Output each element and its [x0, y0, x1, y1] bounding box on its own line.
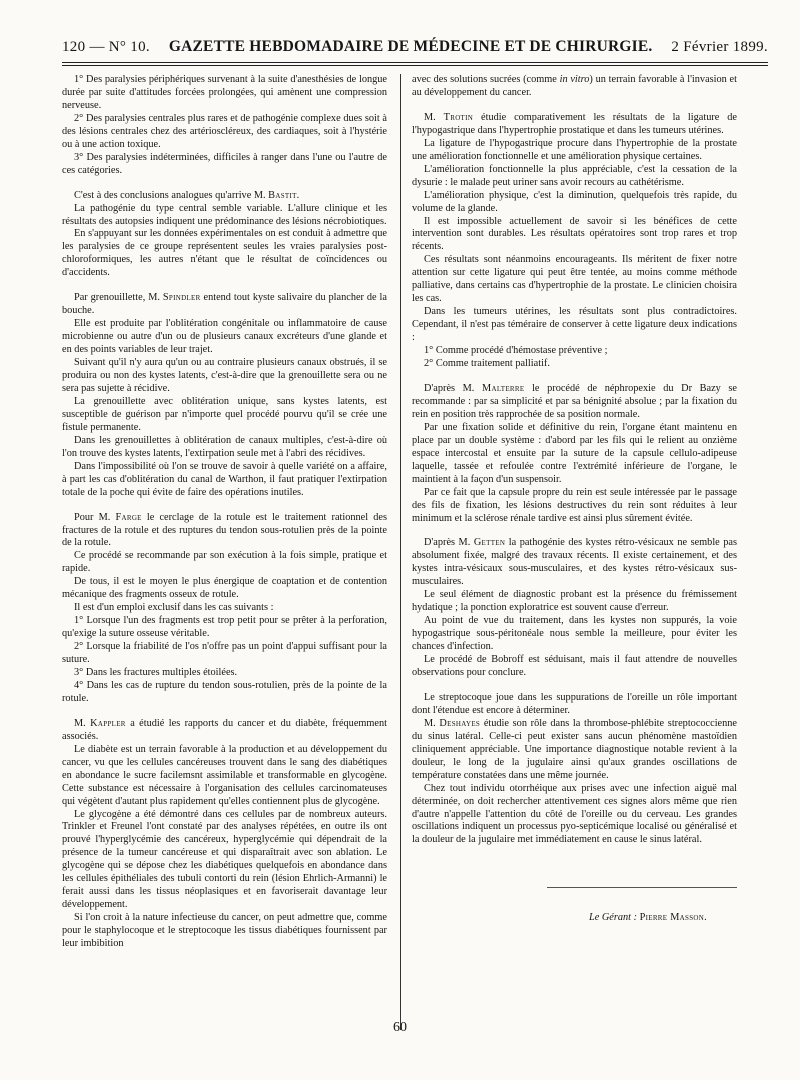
section-gap [412, 100, 737, 112]
paragraph [62, 292, 387, 318]
paragraph-text: a étudié les rapports du cancer et du diabète, fréquemment associés. [62, 717, 387, 742]
paragraph: En s'appuyant sur les données expérimentales on est conduit à admettre que les paralysies de ce groupe représentent seules les vraies paralysies post-chloroformiques, les autres n'étant que le résultat de coïncidences ou d'accidents. [62, 228, 387, 279]
paragraph: 2° Comme traitement palliatif. [424, 358, 550, 370]
paragraph-text: Pour M. [74, 511, 116, 523]
paragraph [412, 112, 737, 138]
paragraph: Chez tout individu otorrhéique aux prises avec une infection aiguë mal déterminée, on doit rechercher attentivement ces signes alors même que rien d'autre n'appelle l'attention du côté de l'oreille ou du cerveau. Les grandes oscillations indiquent un processus pyo-septicémique localisé ou généralisé et la douleur de la jugulaire met immédiatement en cause le sinus latéral. [412, 782, 737, 846]
paragraph: Il est impossible actuellement de savoir si les bénéfices de cette intervention sont durables. Les résultats opératoires sont trop rares et trop récents. [412, 215, 737, 253]
paragraph-text: C'est à des conclusions analogues qu'arrive M. [74, 189, 269, 201]
paragraph: Par ce fait que la capsule propre du rein est seule intéressée par le passage des fils de fixation, les lésions destructives du rein sont réduites à leur minimum et la sclérose rénale tardive est ainsi plus sûrement évitée. [412, 486, 737, 524]
right-column [412, 74, 737, 925]
author-name: Malterre [482, 382, 525, 394]
paragraph: Dans les tumeurs utérines, les résultats sont plus contradictoires. Cependant, il n'est pas téméraire de conserver à cette ligature deux indications : [412, 306, 737, 344]
paragraph: 4° Dans les cas de rupture du tendon sous-rotulien, près de la pointe de la rotule. [62, 679, 387, 704]
paragraph-text: M. [74, 717, 91, 729]
paragraph: 3° Des paralysies indéterminées, difficiles à ranger dans l'une ou l'autre de ces catégories. [62, 151, 387, 176]
paragraph: 2° Des paralysies centrales plus rares et de pathogénie complexe dues soit à des lésions centrales chez des artérioscléreux, des cardiaques, soit à l'hystérie ou à une action toxique. [62, 112, 387, 150]
paragraph-text: le cerclage de la rotule est le traitement rationnel des fractures de la rotule et des ruptures du tendon sous-rotulien près de la pointe de la rotule. [62, 511, 387, 549]
paragraph: Le streptocoque joue dans les suppurations de l'oreille un rôle important dont l'étendue est encore à déterminer. [412, 691, 737, 716]
left-column [62, 74, 387, 951]
paragraph-text: avec des solutions sucrées (comme [412, 74, 560, 85]
paragraph: La grenouillette avec oblitération unique, sans kystes latents, est susceptible de guérison par n'importe quel procédé pourvu qu'il se crée une fistule permanente. [62, 395, 387, 433]
signature-label: Le Gérant : [588, 912, 640, 924]
section-gap [412, 680, 737, 692]
paragraph: Le procédé de Bobroff est séduisant, mais il faut attendre de nouvelles observations pour conclure. [412, 654, 737, 678]
journal-title: GAZETTE HEBDOMADAIRE DE MÉDECINE ET DE CHIRURGIE. [168, 38, 653, 55]
paragraph [412, 718, 737, 783]
paragraph: Le seul élément de diagnostic probant est la présence du frémissement hydatique ; la ponction exploratrice est souvent cause d'erreur. [412, 589, 737, 614]
page-number: 60 [393, 1020, 407, 1035]
paragraph: 1° Lorsque l'un des fragments est trop petit pour se prêter à la perforation, qu'exige la suture osseuse véritable. [62, 615, 387, 640]
italic-text: in vitro [559, 74, 590, 85]
paragraph: Elle est produite par l'oblitération congénitale ou inflammatoire de cause microbienne ou autre d'un ou de plusieurs canaux excréteurs d'une glande et en des points variables de leur trajet. [62, 318, 387, 356]
running-header [62, 38, 768, 56]
author-name: Deshayes [439, 717, 481, 729]
paragraph-text: étudie son rôle dans la thrombose-phlébite streptococcienne du sinus latéral. Celle-ci peut exister sans aucun phénomène mastoïdien cliniquement appréciable. Une importance diagnostique notable revient à la douleur, le long de la jugulaire ainsi qu'aux grandes oscillations de température constatées dans une même journée. [412, 717, 737, 781]
paragraph: Le glycogène a été démontré dans ces cellules par de nombreux auteurs. Trinkler et Freunel l'ont constaté par des analyses répétées, en outre ils ont prouvé l'hyperglycémie des cancéreux, hyperglycémie qui dépendrait de la présence de la tumeur cancéreuse et qui disparaîtrait avec son ablation. Le glycogène qui se dépose chez les diabétiques quelquefois en abondance dans les cellules épithéliales des tubuli contorti du rein (lésion Ehrlich-Armanni) le ferait aussi dans les tissus néoplasiques et en favoriserait davantage leur développement. [62, 808, 387, 911]
paragraph [412, 537, 737, 589]
paragraph [62, 718, 387, 744]
section-gap [412, 371, 737, 383]
paragraph-text: M. [424, 111, 444, 123]
paragraph: Dans l'impossibilité où l'on se trouve de savoir à quelle variété on a affaire, à part les cas d'oblitération du canal de Warthon, il faut pratiquer l'extirpation totale de la poche qui évite de faire des opérations inutiles. [62, 460, 387, 498]
header-rule [62, 62, 768, 63]
section-gap [62, 500, 387, 512]
author-name: Spindler [162, 292, 201, 304]
paragraph: De tous, il est le moyen le plus énergique de coaptation et de contention mécanique des fragments osseux de rotule. [62, 576, 387, 601]
section-gap [62, 706, 387, 718]
author-name: Farge [115, 511, 142, 523]
paragraph: La pathogénie du type central semble variable. L'allure clinique et les résultats des autopsies indiquent une prédominance des lésions nécrobiotiques. [62, 202, 387, 227]
author-name: Getten [473, 537, 506, 549]
paragraph-text: la pathogénie des kystes rétro-vésicaux ne semble pas absolument fixée, malgré des travaux récents. Il existe certainement, et des kystes intra-vésicaux sous-musculaires, et des kystes rétro-vésicaux sus-musculaires. [412, 537, 737, 588]
paragraph: 1° Comme procédé d'hémostase préventive ; [424, 345, 608, 357]
signature-rule [547, 887, 737, 888]
issue-date: 2 Février 1899. [671, 39, 768, 55]
header-rule-double [62, 65, 768, 66]
paragraph: 1° Des paralysies périphériques survenant à la suite d'anesthésies de longue durée par suite d'attitudes forcées prolongées, qui amènent une compression nerveuse. [62, 74, 387, 111]
paragraph: Il est d'un emploi exclusif dans les cas suivants : [74, 602, 274, 614]
paragraph: Dans les grenouillettes à oblitération de canaux multiples, c'est-à-dire où l'on trouve des kystes latents, l'extirpation seule met à l'abri des récidives. [62, 434, 387, 459]
paragraph: Si l'on croit à la nature infectieuse du cancer, on peut admettre que, comme pour le staphylocoque et le streptocoque les tissus diabétiques fournissent par leur imbibition [62, 912, 387, 950]
paragraph-text: Par grenouillette, M. [74, 292, 163, 304]
paragraph: Par une fixation solide et définitive du rein, l'organe étant maintenu en place par un double système : d'abord par les fils qui le relient au onzième espace intercostal et ensuite par la suture de la capsule cellulo-adipeuse laquelle, tassée et refoulée contre l'extrémité inférieure de l'organe, le maintient à la façon d'un suspensoir. [412, 421, 737, 485]
paragraph [412, 74, 737, 100]
paragraph: Au point de vue du traitement, dans les kystes non suppurés, la voie hypogastrique sous-péritonéale nous semble la meilleure, pour éviter les chances d'infection. [412, 615, 737, 653]
paragraph: 3° Dans les fractures multiples étoilées. [74, 666, 238, 678]
paragraph-text: entend tout kyste salivaire du plancher de la bouche. [62, 292, 387, 317]
paragraph: L'amélioration fonctionnelle la plus appréciable, c'est la cessation de la dysurie : le malade peut uriner sans avoir recours au cathétérisme. [412, 163, 737, 188]
section-gap [62, 178, 387, 190]
paragraph: Ces résultats sont néanmoins encourageants. Ils méritent de fixer notre attention sur cette ligature qui peut être tentée, au moins comme méthode palliative, dans certains cas d'hypertrophie de la prostate. Le clinicien choisira les cas. [412, 254, 737, 305]
paragraph: 2° Lorsque la friabilité de l'os n'offre pas un point d'appui suffisant pour la suture. [62, 641, 387, 666]
paragraph: La ligature de l'hypogastrique procure dans l'hypertrophie de la prostate une amélioration fonctionnelle et une amélioration physique certaines. [412, 137, 737, 162]
paragraph-text: étudie comparativement les résultats de la ligature de l'hypogastrique dans l'hypertrophie prostatique et dans les tumeurs utérines. [412, 111, 737, 136]
column-divider [400, 74, 401, 1030]
paragraph: Le diabète est un terrain favorable à la production et au développement du cancer, vu que les cellules cancéreuses trouvent dans le sang des diabétiques en abondance le sucre facilemsnt assimilable et transformable en glycogène. Cette substance est nécessaire à l'organisation des cellules carcinomateuses qui végètent d'autant plus rapidement qu'elles contiennent plus de glycogène. [62, 743, 387, 807]
paragraph [62, 190, 387, 203]
signature [412, 912, 737, 925]
section-gap [62, 280, 387, 292]
author-name: Kappler [90, 717, 126, 729]
paragraph-text: D'après M. [424, 382, 483, 394]
paragraph: Suivant qu'il n'y aura qu'un ou au contraire plusieurs canaux obstrués, il se produira ou non des kystes latents, c'est-à-dire que la grenouillette sera ou ne sera pas sujette à récidive. [62, 357, 387, 394]
paragraph-text: . [296, 189, 300, 201]
issue-number: 120 — N° 10. [62, 39, 150, 55]
paragraph [412, 383, 737, 422]
author-name: Trotin [443, 111, 474, 123]
paragraph-text: le procédé de néphropexie du Dr Bazy se recommande : par sa simplicité et par sa bénignité absolue ; par la fixation du rein en position très rapprochée de sa position normale. [412, 382, 737, 420]
paragraph-text: M. [424, 717, 440, 729]
paragraph: Ce procédé se recommande par son exécution à la fois simple, pratique et rapide. [62, 550, 387, 575]
paragraph: L'amélioration physique, c'est la diminution, quelquefois très rapide, du volume de la glande. [412, 189, 737, 214]
paragraph-text: D'après M. [424, 537, 474, 549]
paragraph [62, 512, 387, 551]
author-name: Bastit [268, 189, 297, 201]
section-gap [412, 525, 737, 537]
signature-name: Pierre Masson. [639, 912, 707, 924]
paragraph-text: ) un terrain favorable à l'invasion et au développement du cancer. [412, 74, 737, 98]
